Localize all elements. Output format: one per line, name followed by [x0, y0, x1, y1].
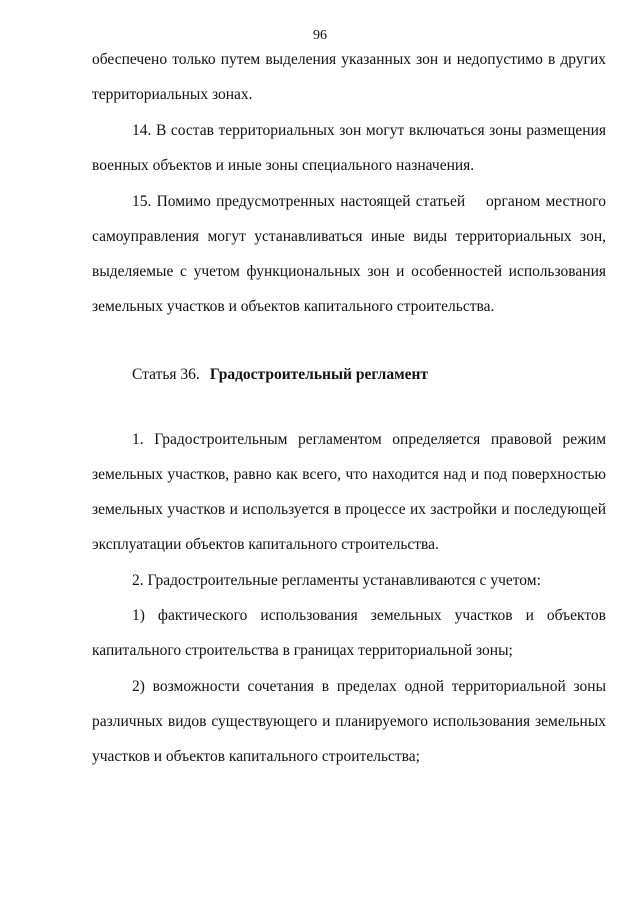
text-line: участков и объектов капитального строительства;	[92, 748, 420, 765]
article-label: Статья 36.	[132, 366, 200, 383]
paragraph-36-1	[92, 422, 606, 562]
text-line: капитального строительства в границах территориальной зоны;	[92, 642, 513, 659]
list-item-2	[92, 669, 606, 774]
text-line: эксплуатации объектов капитального строительства.	[92, 536, 439, 553]
page-number: 96	[313, 28, 327, 43]
paragraph-14	[92, 113, 606, 183]
text-line: земельных участков, равно как всего, что находится над и под поверхностью	[92, 466, 606, 483]
text-line: военных объектов и иные зоны специального назначения.	[92, 157, 475, 174]
text-line: земельных участков и используется в процессе их застройки и последующей	[92, 501, 606, 518]
text-line: земельных участков и объектов капитального строительства.	[92, 298, 495, 315]
paragraph-continuation	[92, 42, 606, 112]
text-line: самоуправления могут устанавливаться иные виды территориальных зон,	[92, 228, 606, 245]
text-line: различных видов существующего и планируемого использования земельных	[92, 713, 606, 730]
text-line: 2) возможности сочетания в пределах одной территориальной зоны	[132, 678, 606, 695]
text-line: выделяемые с учетом функциональных зон и особенностей использования	[92, 263, 606, 280]
article-heading	[132, 360, 428, 390]
text-line: обеспечено только путем выделения указанных зон и недопустимо в других	[92, 51, 606, 68]
paragraph-36-2	[92, 563, 606, 598]
article-title: Градостроительный регламент	[209, 366, 429, 383]
list-item-1	[92, 598, 606, 668]
paragraph-15	[92, 184, 606, 324]
text-line: 2. Градостроительные регламенты устанавливаются с учетом:	[132, 572, 541, 589]
text-line: территориальных зонах.	[92, 86, 253, 103]
text-line: 1) фактического использования земельных участков и объектов	[132, 607, 606, 624]
text-line: 14. В состав территориальных зон могут включаться зоны размещения	[132, 122, 606, 139]
text-line: 15. Помимо предусмотренных настоящей статьей органом местного	[132, 193, 606, 210]
text-line: 1. Градостроительным регламентом определяется правовой режим	[132, 431, 606, 448]
